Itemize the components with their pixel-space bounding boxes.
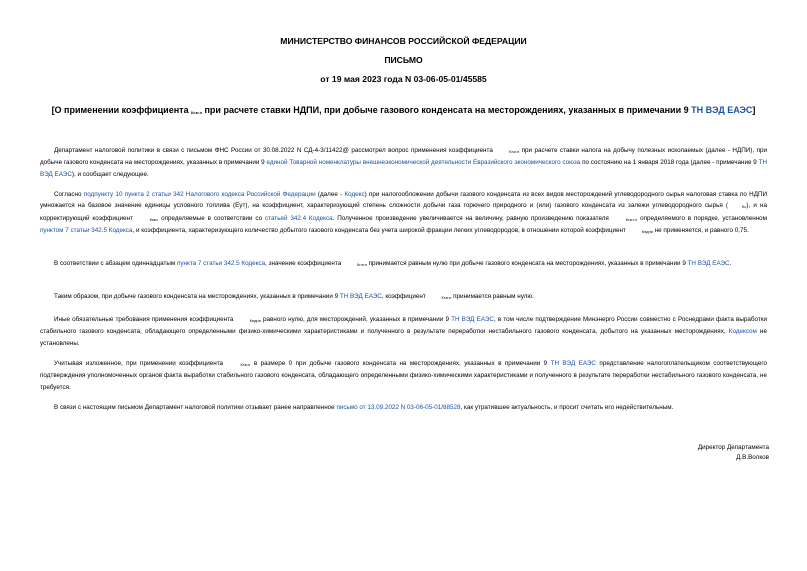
- link-tax-code-article-342[interactable]: подпункту 10 пункта 2 статьи 342 Налогового кодекса Российской Федерации: [83, 191, 316, 198]
- p2-text-2: (далее -: [317, 191, 343, 198]
- p7-text-2: , как утратившее актуальность, и просит считать его недействительным.: [460, 404, 674, 411]
- link-article-342-5-p7[interactable]: пункта 7 статьи 342.5 Кодекса: [176, 260, 266, 267]
- p2-text-5: , определяемые в соответствии со: [156, 214, 263, 222]
- p2-text-7: , определяемого в порядке, установленном: [635, 214, 768, 222]
- paragraph-6: [40, 358, 767, 393]
- p5-text-2: равного нулю, для месторождений, указанных в примечании 9: [263, 316, 449, 323]
- document-type: ПИСЬМО: [384, 55, 423, 65]
- title-prefix: [О применении коэффициента: [51, 105, 189, 115]
- coefficient-symbol: Кгзг.н: [509, 149, 520, 154]
- p4-text-2: , коэффициент: [381, 293, 426, 300]
- p4-text-1: Таким образом, при добыче газового конденсата на месторождениях, указанных в примечании 9: [54, 293, 339, 300]
- coefficient-symbol: Кндпи: [249, 318, 261, 323]
- coefficient-symbol: Кгзг.н: [356, 262, 367, 267]
- signature-name: Д.В.Волков: [736, 454, 769, 461]
- paragraph-5: [40, 314, 767, 349]
- title-suffix: ]: [752, 105, 756, 115]
- link-tax-code[interactable]: Кодекс: [344, 191, 365, 198]
- link-tn-ved[interactable]: ТН ВЭД ЕАЭС: [550, 360, 596, 367]
- coefficient-symbol: Кгзг.н: [441, 295, 452, 300]
- paragraph-4: [40, 291, 767, 303]
- p6-text-2: в размере 0 при добыче газового конденсата на месторождениях, указанных в примечании 9: [253, 360, 548, 367]
- link-tn-ved[interactable]: ТН ВЭД ЕАЭС: [339, 293, 382, 300]
- coefficient-symbol: Ккм: [149, 216, 157, 222]
- p1-text-4: ), и сообщает следующее.: [71, 170, 149, 178]
- paragraph-7: [40, 402, 767, 413]
- p3-text-4: .: [729, 260, 732, 267]
- p1-text-3: по состоянию на 1 января 2018 года (далее - примечание 9: [582, 159, 757, 167]
- p7-text-1: В связи с настоящим письмом Департамент налоговой политики отзывает ранее направленное: [54, 404, 335, 411]
- p1-text-2: при расчете ставки налога на добычу полезных ископаемых (далее - НДПИ), при добыче газового конденсата на месторождениях, указанных в примечании 9: [40, 147, 768, 167]
- coefficient-symbol: Кгзг.н: [625, 216, 636, 222]
- p2-text-3: ) при налогообложении добычи газового конденсата из всех видов месторождений углеводородного сырья налоговая ставка по НДПИ умножается на базовое значение единицы условного топлива (Еут), на коэффициент, характеризующий степень сложности добычи газа горючего природного и (или) газового конденсата из залежи углеводородного сырья (: [40, 191, 768, 210]
- document-title: [40, 104, 767, 119]
- p2-text-6: . Полученное произведение увеличивается на величину, равную произведению показателя: [332, 214, 609, 222]
- p3-text-2: , значение коэффициента: [265, 260, 342, 267]
- p3-text-1: В соответствии с абзацем одиннадцатым: [54, 260, 176, 267]
- link-article-342-5-p7[interactable]: пунктом 7 статьи 342.5 Кодекса: [40, 227, 133, 235]
- link-letter-88528[interactable]: письмо от 13.09.2022 N 03-06-05-01/88528: [336, 404, 461, 411]
- p2-text-8: , и коэффициента, характеризующего количество добытого газового конденсата без учета широкой фракции легких углеводородов, в отношении которой коэффициент: [132, 227, 626, 235]
- signature-position: Директор Департамента: [697, 444, 769, 451]
- p6-text-3: представление налогоплательщиком соответствующего подтверждения уполномоченных органов факта выработки стабильного газового конденсата, обладающего определенными физико-химическими характеристиками и полученного в результате переработки нестабильного газового конденсата, не требуется.: [40, 360, 768, 391]
- coefficient-symbol: Кндпи: [641, 229, 653, 235]
- link-tn-ved[interactable]: ТН ВЭД ЕАЭС: [40, 159, 768, 178]
- link-tn-ved-eaeu[interactable]: единой Товарной номенклатуры внешнеэкономической деятельности Евразийского экономического союза: [266, 159, 581, 167]
- p2-text-9: не применяется, и равного 0,75.: [654, 227, 749, 235]
- document-date-number: от 19 мая 2023 года N 03-06-05-01/45585: [320, 74, 487, 84]
- paragraph-2: [40, 189, 767, 238]
- p5-text-3: , в том числе подтверждение Минэнерго России совместно с Роснедрами факта выработки стабильного газового конденсата, обладающего определенными физико-химическими характеристиками и полученного в результате переработки нестабильного газового конденсата, добытого на указанных месторождениях,: [40, 316, 768, 336]
- coefficient-symbol: Кгзг.н: [191, 110, 202, 115]
- link-article-342-4[interactable]: статьей 342.4 Кодекса: [264, 214, 333, 222]
- title-link-tn-ved[interactable]: ТН ВЭД ЕАЭС: [691, 105, 753, 115]
- p6-text-1: Учитывая изложенное, при применении коэффициента: [54, 360, 224, 367]
- p2-text-4: ), и на корректирующий коэффициент: [40, 202, 768, 222]
- p2-text-1: Согласно: [54, 191, 82, 198]
- p4-text-3: принимается равным нулю.: [453, 293, 534, 300]
- link-tn-ved[interactable]: ТН ВЭД ЕАЭС: [687, 260, 730, 267]
- p5-text-4: не установлены.: [40, 328, 768, 347]
- link-tn-ved[interactable]: ТН ВЭД ЕАЭС: [451, 316, 494, 323]
- paragraph-3: [40, 258, 767, 270]
- p1-text-1: Департамент налоговой политики в связи с письмом ФНС России от 30.08.2022 N СД-4-3/11422@ рассмотрел вопрос применения коэффициента: [54, 147, 493, 154]
- paragraph-1: [40, 145, 767, 180]
- link-tax-code[interactable]: Кодексом: [728, 328, 757, 336]
- p3-text-3: принимается равным нулю при добыче газового конденсата на месторождениях, указанных в примечании 9: [368, 260, 686, 267]
- title-middle: при расчете ставки НДПИ, при добыче газового конденсата на месторождениях, указанных в примечании 9: [204, 105, 689, 115]
- coefficient-symbol: Кгзг.н: [240, 362, 251, 367]
- coefficient-symbol: Кс: [742, 204, 747, 210]
- p5-text-1: Иные обязательные требования применения коэффициента: [54, 316, 234, 323]
- ministry-heading: МИНИСТЕРСТВО ФИНАНСОВ РОССИЙСКОЙ ФЕДЕРАЦИИ: [280, 36, 527, 46]
